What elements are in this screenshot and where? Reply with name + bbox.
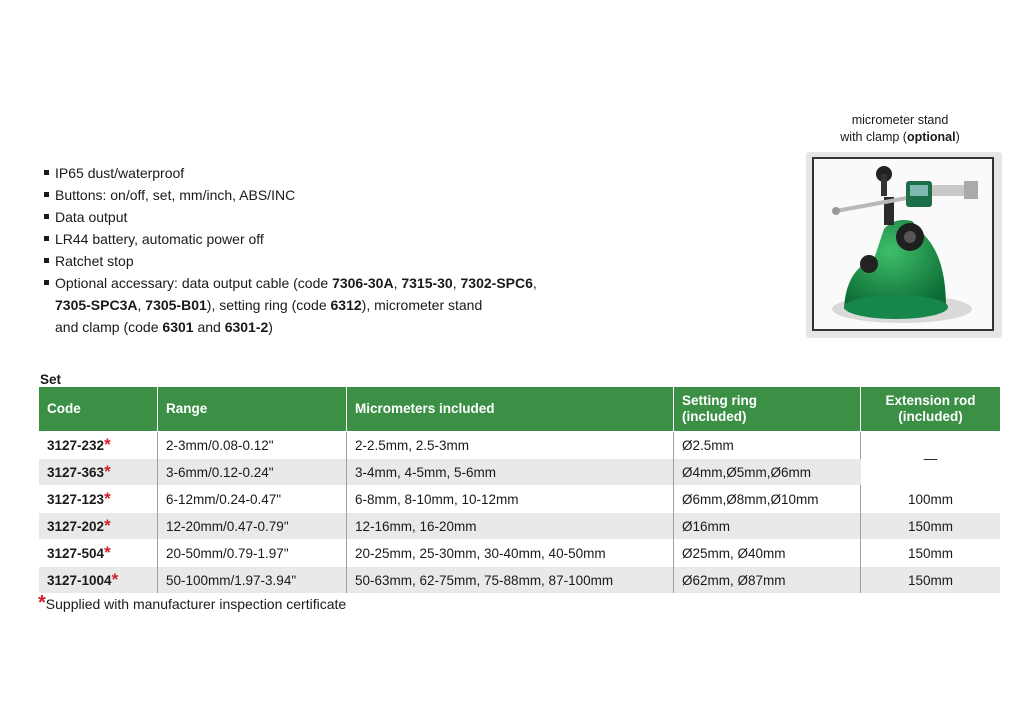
cell-range: 20-50mm/0.79-1.97": [158, 540, 347, 567]
set-label: Set: [40, 372, 62, 387]
cell-extension-rod: 150mm: [861, 540, 1001, 567]
feature-text: LR44 battery, automatic power off: [55, 231, 264, 247]
table-header-row: [39, 387, 1000, 432]
bullet-icon: [44, 258, 49, 263]
set-table: [39, 387, 1000, 593]
table-row: [39, 513, 1000, 540]
cell-micrometers: 6-8mm, 8-10mm, 10-12mm: [347, 486, 674, 513]
cell-setting-ring: Ø2.5mm: [674, 432, 861, 459]
cell-code: 3127-1004*: [39, 567, 158, 594]
table-row: [39, 540, 1000, 567]
feature-text: IP65 dust/waterproof: [55, 165, 185, 181]
cell-code: 3127-123*: [39, 486, 158, 513]
cell-range: 6-12mm/0.24-0.47": [158, 486, 347, 513]
bullet-icon: [44, 236, 49, 241]
feature-text: Data output: [55, 209, 128, 225]
cell-setting-ring: Ø62mm, Ø87mm: [674, 567, 861, 594]
cell-setting-ring: Ø25mm, Ø40mm: [674, 540, 861, 567]
header-range: Range: [158, 387, 347, 432]
cell-setting-ring: Ø4mm,Ø5mm,Ø6mm: [674, 459, 861, 486]
cell-setting-ring: Ø16mm: [674, 513, 861, 540]
cell-range: 2-3mm/0.08-0.12": [158, 432, 347, 459]
bullet-icon: [44, 214, 49, 219]
cell-micrometers: 50-63mm, 62-75mm, 75-88mm, 87-100mm: [347, 567, 674, 594]
cell-micrometers: 12-16mm, 16-20mm: [347, 513, 674, 540]
cell-code: 3127-504*: [39, 540, 158, 567]
table-row: [39, 432, 1000, 459]
cell-range: 50-100mm/1.97-3.94": [158, 567, 347, 594]
stand-caption-line2: with clamp (optional): [840, 130, 960, 144]
cell-code: 3127-202*: [39, 513, 158, 540]
table-row: [39, 567, 1000, 594]
cell-extension-rod: 150mm: [861, 567, 1001, 594]
footnote-star: *: [38, 592, 46, 614]
cell-extension-rod: 150mm: [861, 513, 1001, 540]
feature-text: Buttons: on/off, set, mm/inch, ABS/INC: [55, 187, 296, 203]
footnote: [38, 592, 347, 614]
certificate-star-icon: *: [104, 461, 111, 481]
certificate-star-icon: *: [104, 488, 111, 508]
feature-item: [44, 228, 604, 250]
micrometer-stand-image: [812, 157, 994, 331]
header-code: Code: [39, 387, 158, 432]
feature-text: Ratchet stop: [55, 253, 134, 269]
feature-item: [44, 272, 604, 338]
cell-range: 3-6mm/0.12-0.24": [158, 459, 347, 486]
cell-extension-rod: 100mm: [861, 486, 1001, 513]
header-micrometers: Micrometers included: [347, 387, 674, 432]
certificate-star-icon: *: [111, 569, 119, 589]
feature-list: [44, 162, 604, 338]
cell-code: 3127-363*: [39, 459, 158, 486]
footnote-text: Supplied with manufacturer inspection certificate: [45, 596, 347, 612]
header-extension-rod: Extension rod (included): [861, 387, 1001, 432]
header-setting-ring: Setting ring (included): [674, 387, 861, 432]
cell-range: 12-20mm/0.47-0.79": [158, 513, 347, 540]
feature-item: [44, 162, 604, 184]
feature-item: [44, 250, 604, 272]
stand-caption-line1: micrometer stand: [851, 113, 949, 127]
cell-code: 3127-232*: [39, 432, 158, 459]
bullet-icon: [44, 192, 49, 197]
cell-setting-ring: Ø6mm,Ø8mm,Ø10mm: [674, 486, 861, 513]
cell-micrometers: 2-2.5mm, 2.5-3mm: [347, 432, 674, 459]
feature-text: Optional accessary: data output cable (code 7306-30A, 7315-30, 7302-SPC6, 7305-SPC3A, 7305-B01), setting ring (code 6312), micrometer stand and clamp (code 6301 and 6301-2): [55, 275, 537, 335]
certificate-star-icon: *: [104, 515, 111, 535]
feature-item: [44, 184, 604, 206]
cell-micrometers: 20-25mm, 25-30mm, 30-40mm, 40-50mm: [347, 540, 674, 567]
feature-item: [44, 206, 604, 228]
certificate-star-icon: *: [104, 542, 111, 562]
bullet-icon: [44, 170, 49, 175]
cell-micrometers: 3-4mm, 4-5mm, 5-6mm: [347, 459, 674, 486]
stand-caption: [812, 112, 988, 146]
table-row: [39, 459, 1000, 486]
cell-extension-rod: —: [861, 432, 1001, 486]
table-row: [39, 486, 1000, 513]
certificate-star-icon: *: [104, 434, 111, 454]
bullet-icon: [44, 280, 49, 285]
